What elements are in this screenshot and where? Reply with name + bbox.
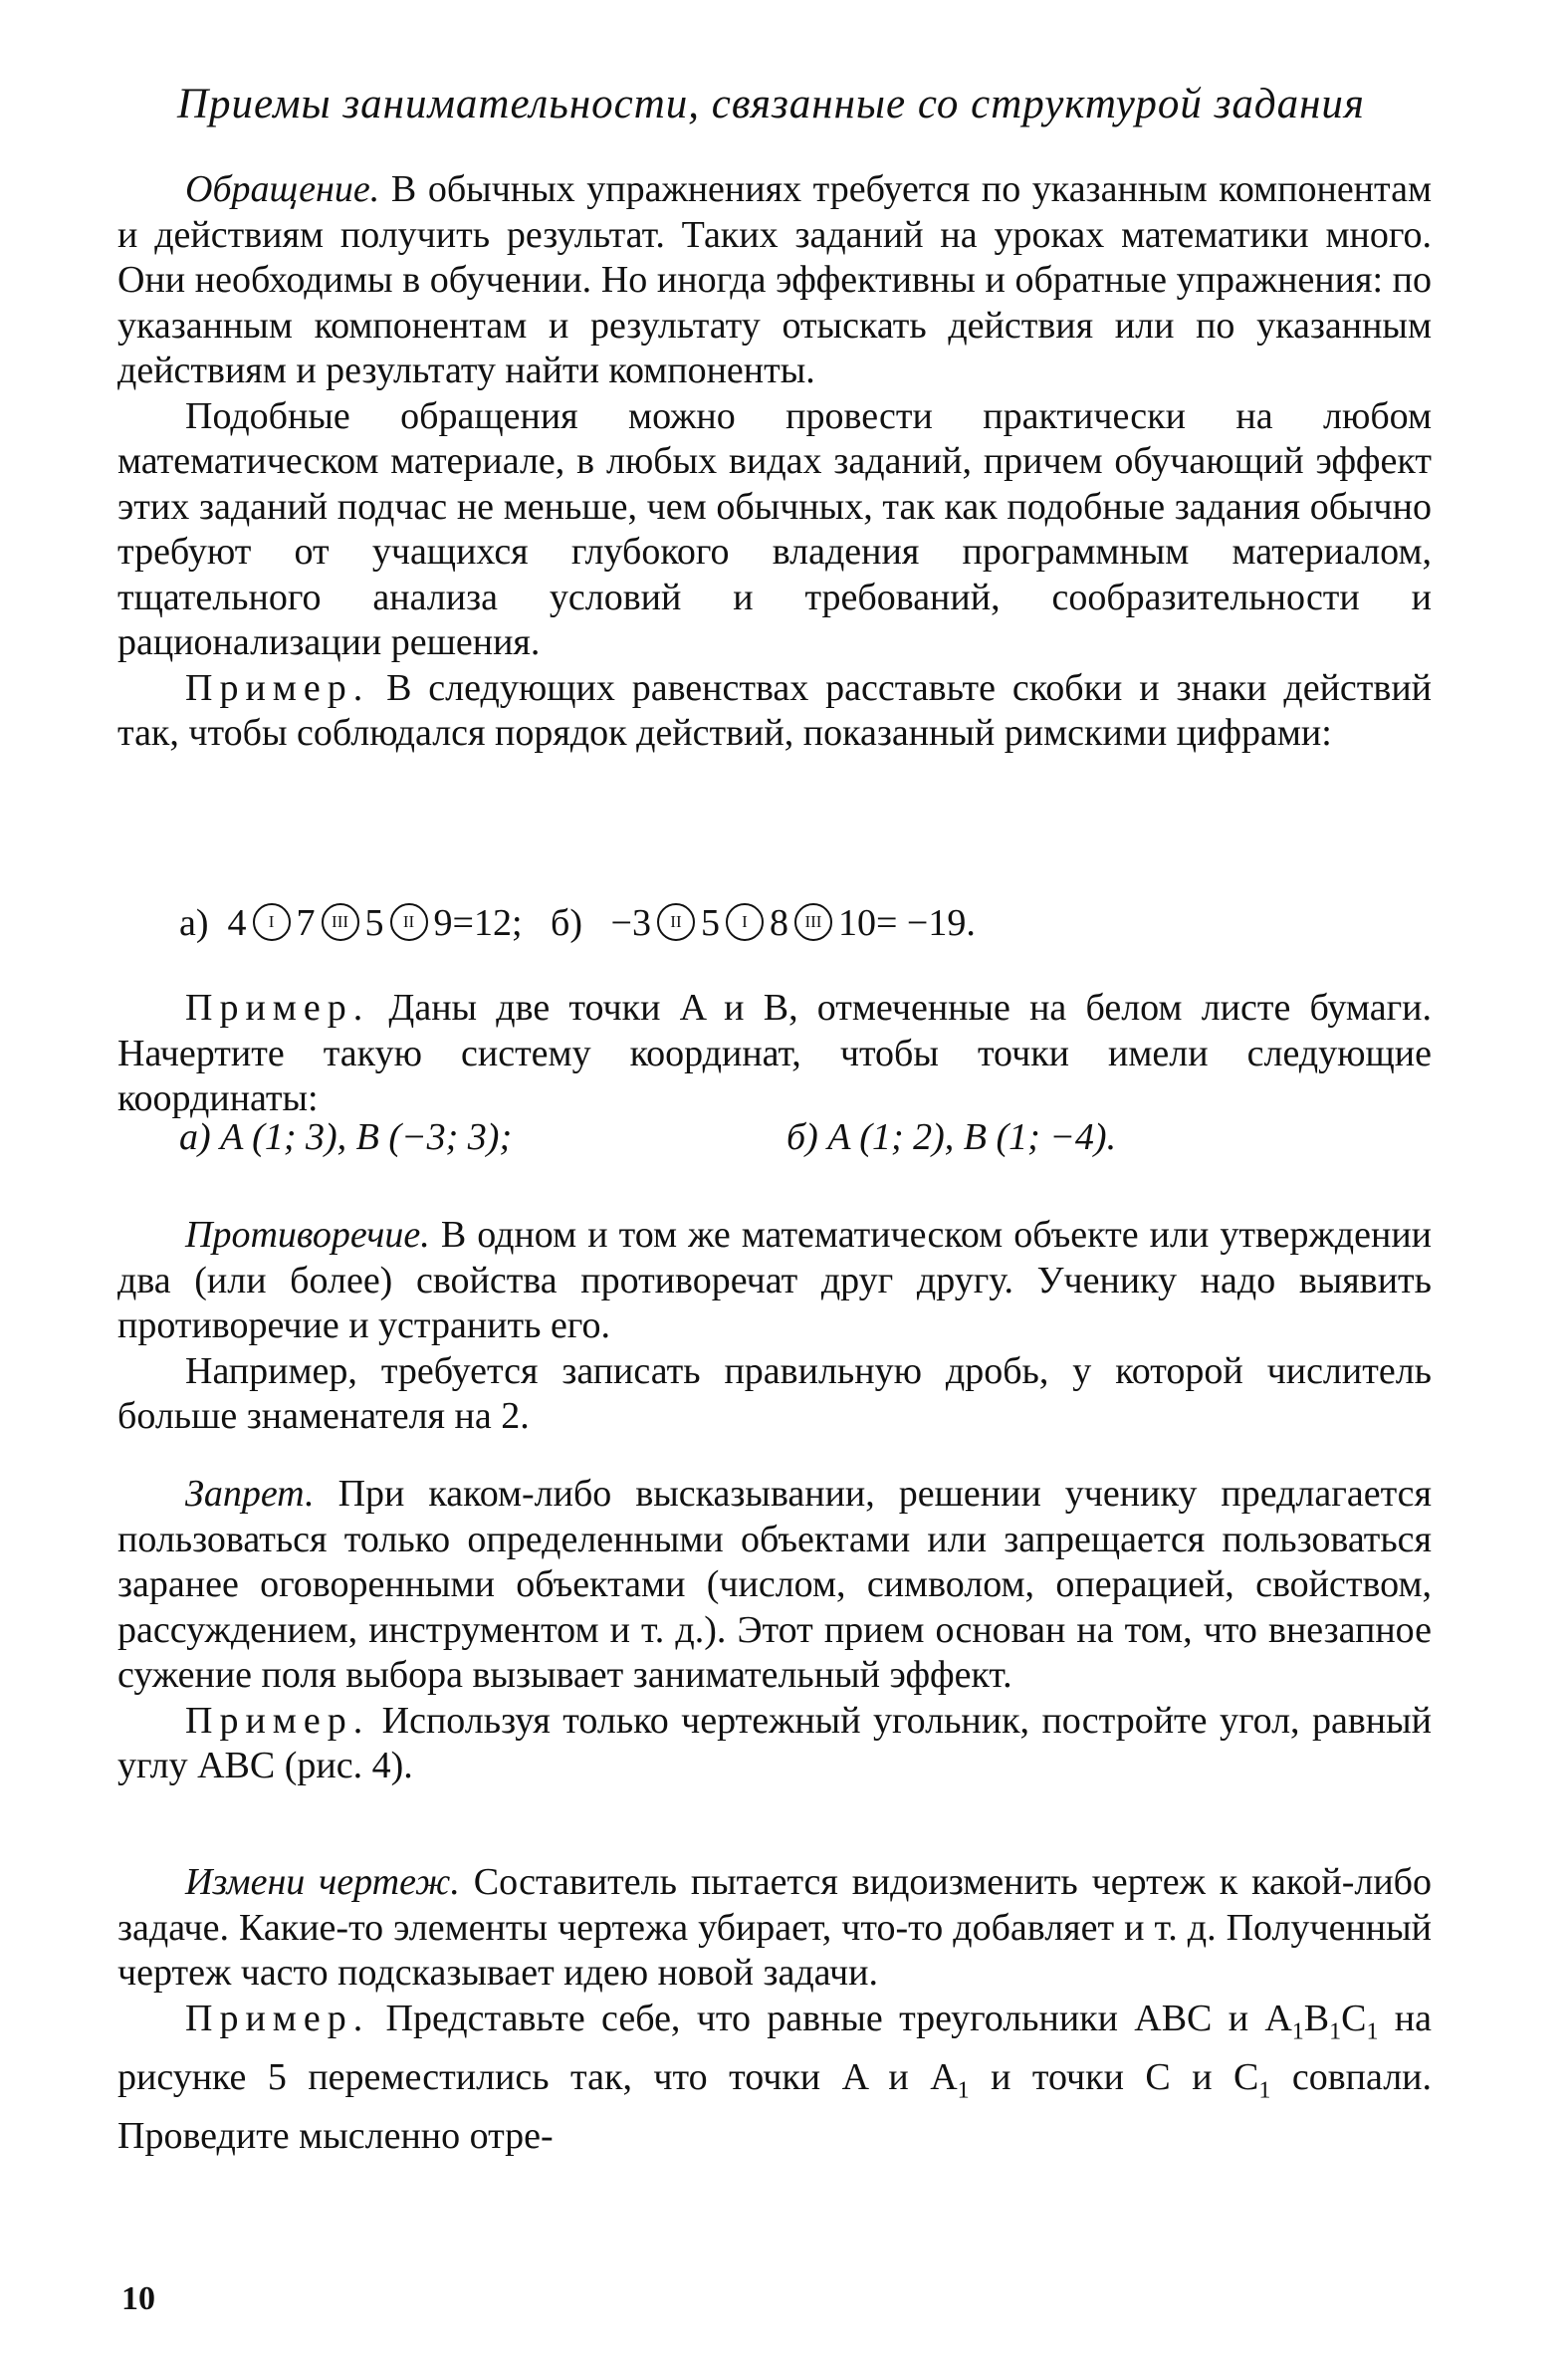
example-label: Пример.: [185, 666, 370, 709]
section-contradiction: [117, 1213, 1432, 1440]
formula-label-a: а): [179, 902, 209, 944]
paragraph-text: В следующих равенствах расставьте скобки и знаки действий так, чтобы соблюдался порядок действий, показанный римскими цифрами:: [117, 666, 1432, 754]
subscript: 1: [1329, 2018, 1342, 2045]
paragraph: [117, 1472, 1432, 1699]
formula-number: 5: [364, 902, 384, 944]
example-paragraph: [117, 986, 1432, 1122]
paragraph-text: на рисунке 5 переместились так, что точки A и A: [117, 1997, 1432, 2098]
formula-number: 5: [700, 902, 720, 944]
formula-number: −3: [610, 902, 651, 944]
formula-number: 9=12;: [433, 902, 523, 944]
section-reversal: [117, 167, 1432, 757]
term: Противоречие.: [185, 1214, 430, 1256]
paragraph: [117, 167, 1432, 394]
paragraph-text: Даны две точки A и B, отмеченные на белом листе бумаги. Начертите такую систему координат, чтобы точки имели следующие координаты:: [117, 987, 1432, 1119]
formula-number: 4: [227, 902, 247, 944]
paragraph-text: Используя только чертежный угольник, постройте угол, равный углу ABC (рис. 4).: [117, 1699, 1432, 1786]
paragraph-text: совпали. Проведите мысленно отре-: [117, 2055, 1432, 2157]
paragraph-text: Составитель пытается видоизменить чертеж к какой-либо задаче. Какие-то элементы чертежа убирает, что-то добавляет и т. д. Полученный чертеж часто подсказывает идею новой задачи.: [117, 1861, 1432, 1994]
roman-circle-1: I: [253, 903, 291, 941]
example-label: Пример.: [185, 1699, 370, 1742]
paragraph-text: В одном и том же математическом объекте или утверждении два (или более) свойства противоречат друг другу. Ученику надо выявить противоречие и устранить его.: [117, 1214, 1432, 1346]
paragraph: Подобные обращения можно провести практически на любом математическом материале, в любых видах заданий, причем обучающий эффект этих заданий подчас не меньше, чем обычных, так как подобные задания обычно требуют от учащихся глубокого владения программным материалом, тщательного анализа условий и требований, сообразительности и рационализации решения.: [117, 394, 1432, 663]
formula-number: 8: [769, 902, 788, 944]
example-label: Пример.: [185, 1997, 370, 2039]
roman-circle-2: II: [657, 903, 695, 941]
formula-number: 10= −19.: [837, 902, 976, 944]
paragraph-text: C: [1341, 1997, 1367, 2039]
paragraph-text: и точки C и C: [969, 2055, 1259, 2098]
term: Обращение.: [185, 168, 380, 210]
example-paragraph: [117, 666, 1432, 757]
example-paragraph: [117, 1997, 1432, 2160]
subscript: 1: [1258, 2077, 1271, 2104]
coordinates-a: а) A (1; 3), B (−3; 3);: [179, 1116, 513, 1158]
example-coordinates: [117, 986, 1432, 1122]
page-heading: Приемы занимательности, связанные со структурой задания: [177, 81, 1365, 127]
paragraph: Например, требуется записать правильную дробь, у которой числитель больше знаменателя на 2.: [117, 1349, 1432, 1437]
subscript: 1: [957, 2077, 970, 2104]
page-number: 10: [121, 2280, 155, 2317]
term: Запрет.: [185, 1473, 315, 1515]
term: Измени чертеж.: [185, 1861, 460, 1903]
paragraph-text: B: [1303, 1997, 1330, 2039]
subscript: 1: [1366, 2018, 1379, 2045]
paragraph-text: В обычных упражнениях требуется по указанным компонентам и действиям получить результат. Таких заданий на уроках математики много. Они необходимы в обучении. Но иногда эффективны и обратные упражнения: по указанным компонентам и результату отыскать действия или по указанным действиям и результату найти компоненты.: [117, 168, 1432, 391]
coordinates-b: б) A (1; 2), B (1; −4).: [786, 1116, 1117, 1158]
formula-number: 7: [296, 902, 316, 944]
roman-circle-3: III: [794, 903, 832, 941]
subscript: 1: [1291, 2018, 1304, 2045]
roman-circle-3: III: [322, 903, 359, 941]
formula-label-b: б): [551, 902, 583, 944]
section-change-drawing: [117, 1860, 1432, 2159]
section-prohibition: [117, 1472, 1432, 1789]
example-label: Пример.: [185, 987, 370, 1029]
roman-circle-2: II: [390, 903, 428, 941]
paragraph: [117, 1860, 1432, 1997]
paragraph-text: При каком-либо высказывании, решении ученику предлагается пользоваться только определенными объектами или запрещается пользоваться заранее оговоренными объектами (числом, символом, операцией, свойством, рассуждением, инструментом и т. д.). Этот прием основан на том, что внезапное сужение поля выбора вызывает занимательный эффект.: [117, 1473, 1432, 1696]
paragraph-text: Представьте себе, что равные треугольники ABC и A: [369, 1997, 1292, 2039]
example-paragraph: [117, 1699, 1432, 1789]
roman-circle-1: I: [726, 903, 764, 941]
formula-line: [179, 901, 976, 945]
paragraph: [117, 1213, 1432, 1349]
